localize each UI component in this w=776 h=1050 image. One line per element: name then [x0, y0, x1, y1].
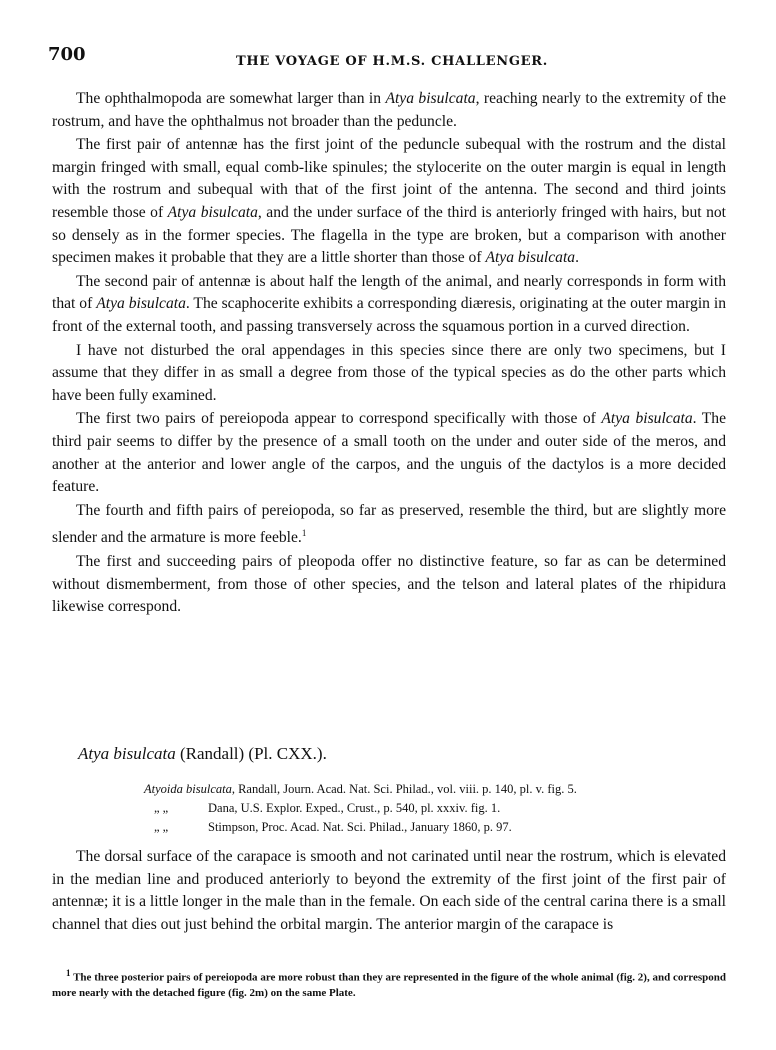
paragraph-pleopoda: The first and succeeding pairs of pleopoda offer no distinctive feature, so far as can be determined without dismemberment, from those of other species, and the telson and lateral plates of the rhipidura likewise correspond.: [52, 553, 726, 616]
paragraph-second-antennae: The second pair of antennæ is about half the length of the animal, and nearly corresponds in form with that of Atya bisulcata. The scaphocerite exhibits a corresponding diæresis, originating at the outer margin in front of the external tooth, and passing transversely across the squamous portion in a curved direction.: [52, 272, 727, 335]
synonymy-entry: Atyoida bisulcata, Randall, Journ. Acad. Nat. Sci. Philad., vol. viii. p. 140, pl. v. fig. 5.: [144, 782, 577, 796]
paragraph-fourth-fifth-pereiopoda: The fourth and fifth pairs of pereiopoda, so far as preserved, resemble the third, but are slightly more slender and the armature is more feeble.$^1$: [52, 501, 726, 547]
footnote-ref: 1: [301, 528, 307, 539]
section-heading: Atya bisulcata (Randall) (Pl. CXX.).: [78, 744, 327, 763]
synonymy-entry: „ „ Dana, U.S. Explor. Exped., Crust., p. 540, pl. xxxiv. fig. 1.: [154, 801, 501, 815]
footnote: $^1$ The three posterior pairs of pereiopoda are more robust than they are represented in the figure of the whole animal (fig. 2), and correspond more nearly with the detached figure (fig. 2m) on the same Plate.: [52, 968, 726, 999]
paragraph-dorsal-surface: The dorsal surface of the carapace is smooth and not carinated until near the rostrum, which is elevated in the median line and produced anteriorly to beyond the extremity of the first joint of the first pair of antennæ; it is a little longer in the male than in the female. On each side of the central carina there is a small channel that dies out just behind the orbital margin. The anterior margin of the carapace is: [52, 848, 726, 933]
paragraph-first-pereiopoda: The first two pairs of pereiopoda appear to correspond specifically with those of Atya bisulcata. The third pair seems to differ by the presence of a small tooth on the under and outer side of the meros, and another at the anterior and lower angle of the carpos, and the unguis of the dactylos is a more decided feature.: [52, 410, 727, 496]
synonymy-list: [144, 780, 704, 837]
page-number: 700: [48, 44, 86, 65]
paragraph-first-antennae: The first pair of antennæ has the first joint of the peduncle subequal with the rostrum and the distal margin fringed with small, equal comb-like spinules; the stylocerite on the outer margin is equal in length with the rostrum and subequal with that of the first joint of the antenna. The second and third joints resemble those of Atya bisulcata, and the under surface of the third is anteriorly fringed with hairs, but not so densely as in the former species. The flagella in the type are broken, but a comparison with another specimen makes it probable that they are a little shorter than those of Atya bisulcata.: [52, 136, 727, 267]
running-head: THE VOYAGE OF H.M.S. CHALLENGER.: [236, 54, 548, 69]
paragraph-ophthalmopoda: The ophthalmopoda are somewhat larger than in Atya bisulcata, reaching nearly to the extremity of the rostrum, and have the ophthalmus not broader than the peduncle.: [52, 90, 726, 130]
synonymy-entry: „ „ Stimpson, Proc. Acad. Nat. Sci. Philad., January 1860, p. 97.: [154, 820, 512, 834]
page-header: [48, 40, 738, 70]
body-text: [52, 88, 726, 620]
body-text-continued: [52, 846, 726, 936]
paragraph-oral-appendages: I have not disturbed the oral appendages in this species since there are only two specimens, but I assume that they differ in as small a degree from those of the typical species as do the other parts which have been fully examined.: [52, 341, 726, 404]
